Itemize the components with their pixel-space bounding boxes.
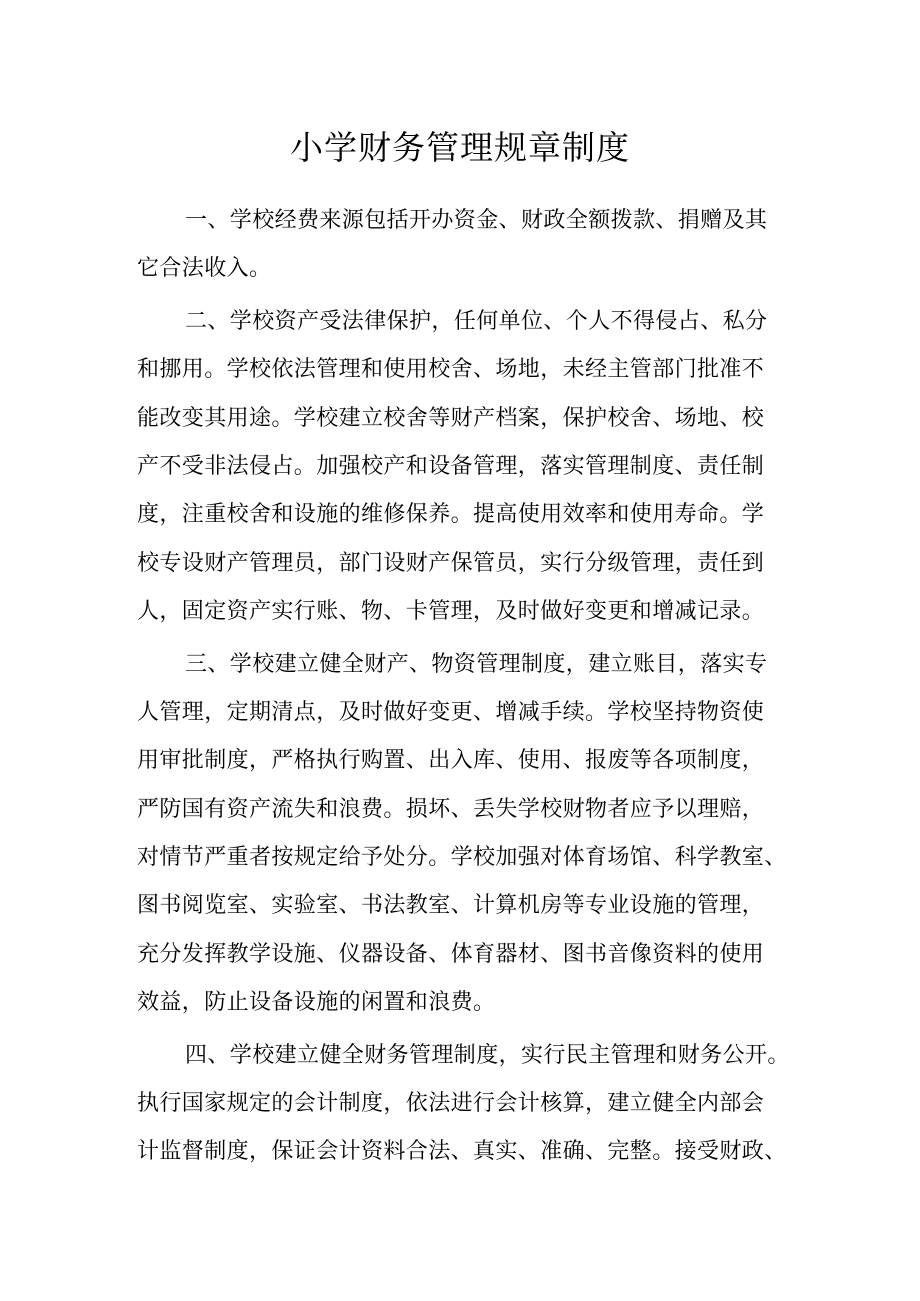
text-line: 效益，防止设备设施的闲置和浪费。 [137,990,496,1016]
text-line: 和挪用。学校依法管理和使用校舍、场地，未经主管部门批准不 [137,357,765,383]
document-body [137,197,817,1181]
paragraph-1 [137,197,817,294]
text-line: 人管理，定期清点，及时做好变更、增减手续。学校坚持物资使 [137,699,765,725]
text-line: 二、学校资产受法律保护，任何单位、个人不得侵占、私分 [185,308,768,334]
text-line: 执行国家规定的会计制度，依法进行会计核算，建立健全内部会 [137,1091,765,1117]
paragraph-3 [137,641,817,1028]
text-line: 它合法收入。 [137,256,272,282]
text-line: 用审批制度，严格执行购置、出入库、使用、报废等各项制度， [137,748,765,774]
paragraph-4 [137,1032,817,1177]
text-line: 充分发挥教学设施、仪器设备、体育器材、图书音像资料的使用 [137,941,765,967]
text-line: 能改变其用途。学校建立校舍等财产档案，保护校舍、场地、校 [137,405,765,431]
text-line: 校专设财产管理员，部门设财产保管员，实行分级管理，责任到 [137,550,765,576]
text-line: 图书阅览室、实验室、书法教室、计算机房等专业设施的管理， [137,893,765,919]
text-line: 度，注重校舍和设施的维修保养。提高使用效率和使用寿命。学 [137,502,765,528]
paragraph-2 [137,298,817,637]
text-line: 产不受非法侵占。加强校产和设备管理，落实管理制度、责任制 [137,453,765,479]
text-line: 三、学校建立健全财产、物资管理制度，建立账目，落实专 [185,651,768,677]
page-title: 小学财务管理规章制度 [290,128,630,167]
text-line: 对情节严重者按规定给予处分。学校加强对体育场馆、科学教室、 [137,845,787,871]
text-line: 一、学校经费来源包括开办资金、财政全额拨款、捐赠及其 [185,208,768,233]
text-line: 四、学校建立健全财务管理制度，实行民主管理和财务公开。 [185,1042,790,1068]
text-line: 计监督制度，保证会计资料合法、真实、准确、完整。接受财政、 [137,1139,787,1165]
text-line: 严防国有资产流失和浪费。损坏、丢失学校财物者应予以理赔， [137,796,765,822]
text-line: 人，固定资产实行账、物、卡管理，及时做好变更和增减记录。 [137,599,765,625]
